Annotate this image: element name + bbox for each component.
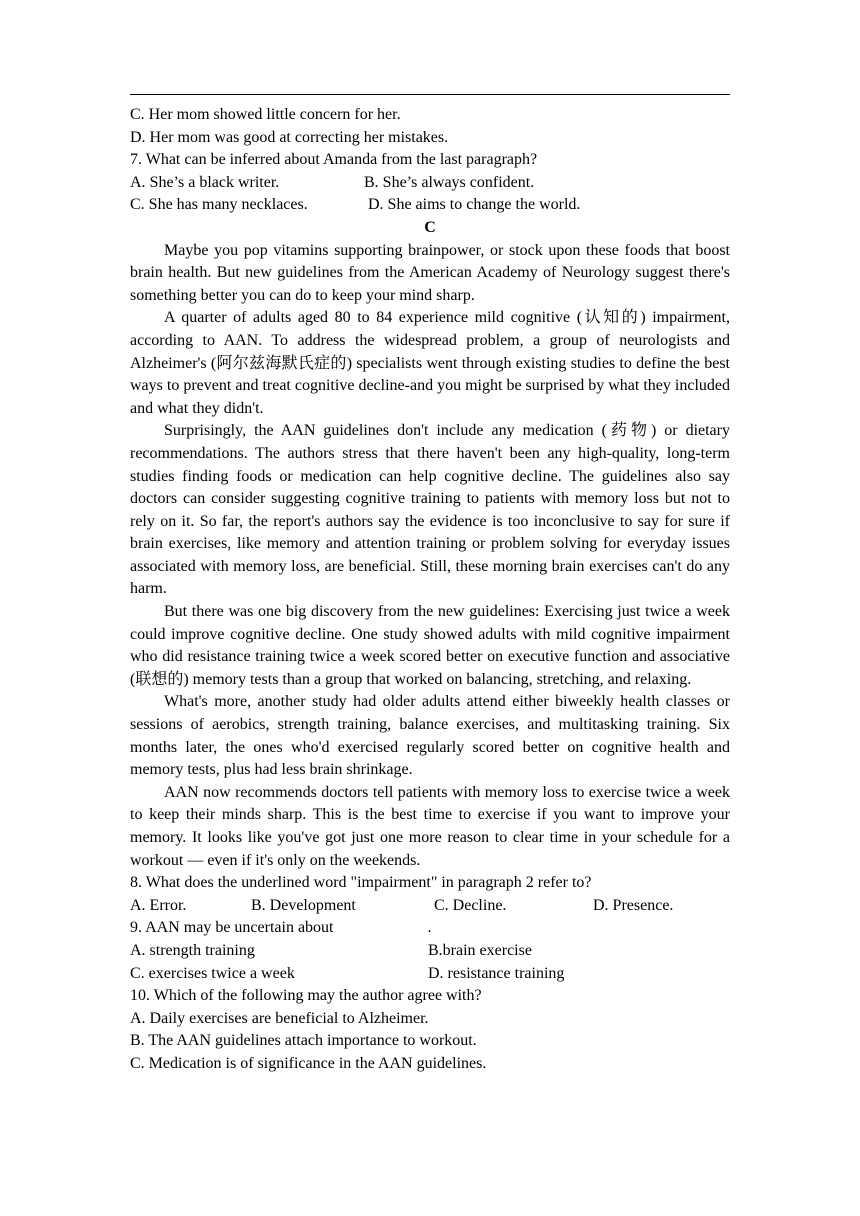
- q9-option-b: B.brain exercise: [428, 941, 532, 959]
- paragraph-3: Surprisingly, the AAN guidelines don't include any medication (药物) or dietary recommendations. The authors stress that there haven't been any high-quality, long-term studies finding foods or medication can help cognitive decline. The guidelines also say doctors can consider suggesting cognitive training to patients with memory loss but not to rely on it. So far, the report's authors say the evidence is too inconclusive to say for sure if brain exercises, like memory and attention training or problem solving for everyday issues associated with memory loss, are beneficial. Still, these morning brain exercises can't do any harm.: [130, 422, 730, 598]
- q9-question: 9. AAN may be uncertain about: [130, 919, 334, 937]
- paragraph-1: Maybe you pop vitamins supporting brainpower, or stock upon these foods that boost brain health. But new guidelines from the American Academy of Neurology suggest there's something better you can do to keep your mind sharp.: [130, 241, 730, 304]
- q8-option-c: C. Decline.: [434, 896, 507, 914]
- paragraph-2: A quarter of adults aged 80 to 84 experience mild cognitive (认知的) impairment, according to AAN. To address the widespread problem, a group of neurologists and Alzheimer's (阿尔兹海默氏症的) specialists went through existing studies to define the best ways to prevent and treat cognitive decline-and you might be surprised by what they included and what they didn't.: [130, 309, 730, 417]
- q10-option-a: A. Daily exercises are beneficial to Alzheimer.: [130, 1009, 429, 1027]
- q7-question: 7. What can be inferred about Amanda from the last paragraph?: [130, 151, 538, 169]
- q7-options-row-2: [130, 194, 730, 217]
- paragraph-5: What's more, another study had older adults attend either biweekly health classes or sessions of aerobics, strength training, balance exercises, and multitasking training. Six months later, the ones who'd exercised regularly scored better on cognitive health and memory tests, plus had less brain shrinkage.: [130, 693, 730, 779]
- q7-option-c: C. She has many necklaces.: [130, 196, 308, 214]
- paragraph-4: But there was one big discovery from the new guidelines: Exercising just twice a week could improve cognitive decline. One study showed adults with mild cognitive impairment who did resistance training twice a week scored better on executive function and associative (联想的) memory tests than a group that worked on balancing, stretching, and relaxing.: [130, 603, 730, 688]
- q9-question-line: [130, 917, 730, 940]
- q8-options: [130, 895, 730, 918]
- q8-option-b: B. Development: [251, 896, 356, 914]
- q10-option-c: C. Medication is of significance in the AAN guidelines.: [130, 1054, 487, 1072]
- q7-option-b: B. She’s always confident.: [364, 173, 535, 191]
- header-rule: [130, 94, 730, 95]
- q10-question: 10. Which of the following may the author agree with?: [130, 987, 482, 1005]
- q6-option-c: C. Her mom showed little concern for her.: [130, 106, 401, 123]
- q7-options-row-1: [130, 172, 730, 195]
- q8-question: 8. What does the underlined word "impairment" in paragraph 2 refer to?: [130, 874, 592, 892]
- paragraph-6: AAN now recommends doctors tell patients with memory loss to exercise twice a week to keep their minds sharp. This is the best time to exercise if you want to improve your memory. It looks like you've got just one more reason to clear time in your schedule for a workout — even if it's only on the weekends.: [130, 783, 730, 869]
- q10-option-b: B. The AAN guidelines attach importance to workout.: [130, 1032, 477, 1050]
- q9-option-a: A. strength training: [130, 941, 255, 959]
- section-title: C: [424, 218, 436, 236]
- q7-option-a: A. She’s a black writer.: [130, 173, 280, 191]
- q8-option-a: A. Error.: [130, 896, 187, 914]
- q6-option-d: D. Her mom was good at correcting her mistakes.: [130, 128, 449, 146]
- q9-option-c: C. exercises twice a week: [130, 964, 295, 982]
- q9-option-d: D. resistance training: [428, 964, 565, 982]
- q9-question-end: .: [427, 919, 432, 937]
- document-body: [130, 104, 730, 1076]
- q8-option-d: D. Presence.: [593, 896, 674, 914]
- q9-options-row-2: [130, 963, 730, 986]
- q9-options-row-1: [130, 940, 730, 963]
- q7-option-d: D. She aims to change the world.: [368, 196, 581, 214]
